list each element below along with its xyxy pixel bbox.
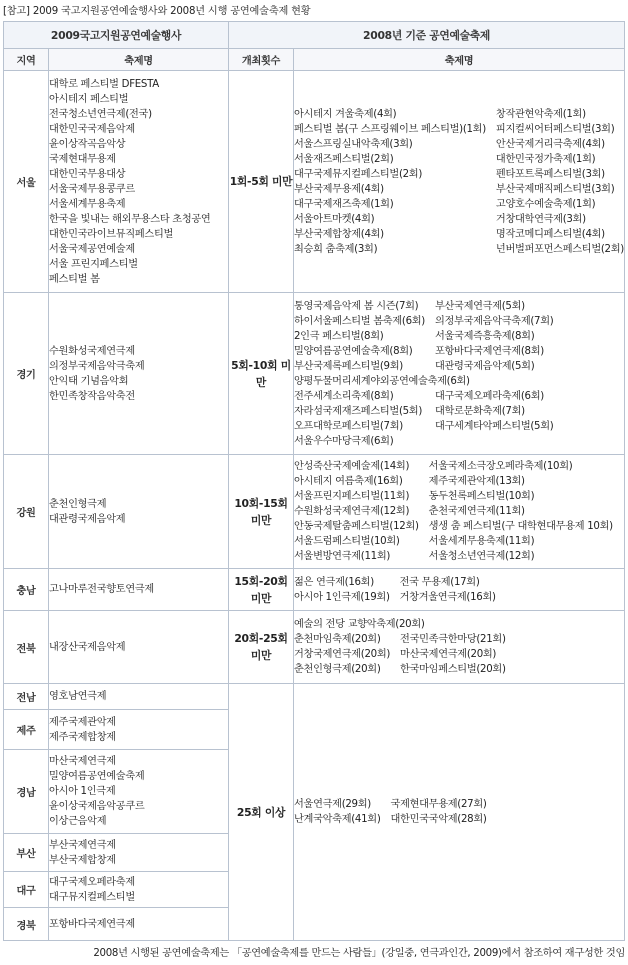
festival-entry: 하이서울페스티벌 봄축제(6회) bbox=[294, 315, 425, 327]
festival-entry: 예술의 전당 교향악축제(20회) bbox=[294, 619, 425, 630]
festival-row bbox=[294, 167, 624, 182]
right-title: 2008년 기준 공연예술축제 bbox=[229, 22, 625, 49]
festival-entry: 부산국제록페스티벌(9회) bbox=[294, 360, 403, 372]
festival-entry: 서울세계무용축제(11회) bbox=[428, 536, 535, 547]
festival-entry: 서울아트마켓(4회) bbox=[294, 213, 375, 225]
col-count-header: 개최횟수 bbox=[229, 49, 294, 71]
festival-entry: 아시테지 겨울축제(4회) bbox=[294, 108, 397, 120]
festival-row bbox=[294, 474, 613, 489]
festival-entry: 대구국제뮤지컬페스티벌(2회) bbox=[294, 168, 423, 180]
row-gangwon bbox=[4, 455, 625, 569]
festival-table bbox=[3, 21, 625, 941]
festival-list bbox=[294, 569, 625, 611]
festival-entry: 대구국제재즈축제(1회) bbox=[294, 198, 394, 210]
festival-name: 한민족창작음악축전 bbox=[49, 390, 135, 402]
festival-name: 대한민국무용대상 bbox=[49, 168, 126, 180]
festival-entry: 대구국제오페라축제(6회) bbox=[434, 390, 544, 402]
festival-row bbox=[294, 374, 553, 389]
festival-entry: 젊은 연극제(16회) bbox=[294, 576, 374, 588]
festival-entry: 서울청소년연극제(12회) bbox=[428, 551, 535, 562]
region-name: 부산 bbox=[4, 834, 49, 872]
festival-entry: 대한민국국악제(28회) bbox=[390, 814, 487, 825]
festival-row bbox=[294, 242, 624, 257]
festival-name: 대한민국국제음악제 bbox=[49, 123, 135, 135]
festival-entry: 수원화성국제연극제(12회) bbox=[294, 506, 410, 517]
festival-row bbox=[294, 434, 553, 449]
festival-name: 내장산국제음악제 bbox=[49, 641, 126, 653]
festival-entry: 펜타포트록페스티벌(3회) bbox=[495, 168, 605, 180]
festival-entry: 전국 무용제(17회) bbox=[399, 576, 480, 588]
festival-entry: 오프대학로페스티벌(7회) bbox=[294, 420, 403, 432]
count-range: 20회-25회 미만 bbox=[229, 611, 294, 684]
festival-name: 포항바다국제연극제 bbox=[49, 918, 135, 930]
region-name: 전북 bbox=[4, 611, 49, 684]
festival-row bbox=[294, 419, 553, 434]
festival-row bbox=[294, 617, 506, 632]
festival-name: 부산국제합창제 bbox=[49, 854, 116, 866]
festival-row bbox=[294, 662, 506, 677]
festival-row bbox=[294, 344, 553, 359]
festival-entry: 마산국제연극제(20회) bbox=[400, 649, 497, 660]
festival-entry: 서울연극제(29회) bbox=[294, 799, 371, 810]
festival-name: 서울세계무용축제 bbox=[49, 198, 126, 210]
festival-name: 부산국제연극제 bbox=[49, 839, 116, 851]
festival-entry: 안산국제거리극축제(4회) bbox=[495, 138, 605, 150]
region-list bbox=[49, 834, 229, 872]
festival-entry: 안성죽산국제예술제(14회) bbox=[294, 461, 410, 472]
festival-row bbox=[294, 519, 613, 534]
festival-entry: 명작코메디페스티벌(4회) bbox=[495, 228, 605, 240]
festival-entry: 국제현대무용제(27회) bbox=[390, 799, 487, 810]
row-jeonbuk bbox=[4, 611, 625, 684]
festival-row bbox=[294, 107, 624, 122]
festival-grid bbox=[294, 459, 613, 564]
festival-row bbox=[294, 590, 496, 605]
region-name: 경기 bbox=[4, 293, 49, 455]
festival-row bbox=[294, 152, 624, 167]
region-list bbox=[49, 71, 229, 293]
festival-name: 서울 프린지페스티벌 bbox=[49, 258, 138, 270]
festival-entry: 양평두물머리세계야외공연예술축제(6회) bbox=[294, 375, 470, 387]
festival-list bbox=[294, 684, 625, 941]
region-list bbox=[49, 872, 229, 908]
festival-row bbox=[294, 314, 553, 329]
festival-entry: 서울드럼페스티벌(10회) bbox=[294, 536, 400, 547]
festival-entry: 거창대학연극제(3회) bbox=[495, 213, 586, 225]
region-name: 서울 bbox=[4, 71, 49, 293]
festival-entry: 부산국제매직페스티벌(3회) bbox=[495, 183, 615, 195]
count-range: 5회-10회 미만 bbox=[229, 293, 294, 455]
festival-entry: 포항바다국제연극제(8회) bbox=[434, 345, 544, 357]
festival-entry: 부산국제무용제(4회) bbox=[294, 183, 384, 195]
festival-grid bbox=[294, 299, 553, 449]
festival-grid bbox=[294, 575, 496, 605]
count-range: 25회 이상 bbox=[229, 684, 294, 941]
festival-row bbox=[294, 797, 487, 812]
festival-entry: 피지컬씨어터페스티벌(3회) bbox=[495, 123, 615, 135]
festival-grid bbox=[294, 797, 487, 827]
festival-name: 국제현대무용제 bbox=[49, 153, 116, 165]
festival-name: 수원화성국제연극제 bbox=[49, 345, 135, 357]
festival-entry: 통영국제음악제 봄 시즌(7회) bbox=[294, 300, 419, 312]
festival-list bbox=[294, 455, 625, 569]
festival-list bbox=[294, 611, 625, 684]
row-chungnam bbox=[4, 569, 625, 611]
region-list bbox=[49, 908, 229, 941]
row-gyeonggi bbox=[4, 293, 625, 455]
festival-grid bbox=[294, 107, 624, 257]
region-name: 충남 bbox=[4, 569, 49, 611]
festival-entry: 대학로문화축제(7회) bbox=[434, 405, 525, 417]
festival-row bbox=[294, 137, 624, 152]
festival-name: 춘천인형극제 bbox=[49, 498, 107, 510]
col-fest2-header: 축제명 bbox=[294, 49, 625, 71]
festival-row bbox=[294, 632, 506, 647]
festival-entry: 제주국제관악제(13회) bbox=[428, 476, 525, 487]
region-list bbox=[49, 750, 229, 834]
festival-entry: 밀양여름공연예술축제(8회) bbox=[294, 345, 413, 357]
festival-entry: 대관령국제음악제(5회) bbox=[434, 360, 535, 372]
festival-entry: 고양호수예술축제(1회) bbox=[495, 198, 596, 210]
festival-name: 아시아 1인극제 bbox=[49, 786, 116, 797]
festival-row bbox=[294, 489, 613, 504]
festival-list bbox=[294, 293, 625, 455]
row-jeonnam bbox=[4, 684, 625, 710]
festival-entry: 전국민족극한마당(21회) bbox=[400, 634, 506, 645]
festival-entry: 서울재즈페스티벌(2회) bbox=[294, 153, 394, 165]
festival-entry: 의정부국제음악극축제(7회) bbox=[434, 315, 554, 327]
festival-entry: 춘천인형극제(20회) bbox=[294, 664, 381, 675]
festival-name: 제주국제합창제 bbox=[49, 731, 116, 743]
region-name: 전남 bbox=[4, 684, 49, 710]
festival-entry: 서울국제즉흥축제(8회) bbox=[434, 330, 535, 342]
festival-row bbox=[294, 329, 553, 344]
festival-row bbox=[294, 504, 613, 519]
festival-entry: 춘천국제연극제(11회) bbox=[428, 506, 525, 517]
region-list bbox=[49, 710, 229, 750]
festival-name: 영호남연극제 bbox=[49, 691, 107, 702]
region-name: 제주 bbox=[4, 710, 49, 750]
festival-entry: 대구세계타악페스티벌(5회) bbox=[434, 420, 554, 432]
region-list bbox=[49, 293, 229, 455]
festival-row bbox=[294, 404, 553, 419]
festival-name: 윤이상국제음악공쿠르 bbox=[49, 801, 145, 812]
row-seoul bbox=[4, 71, 625, 293]
festival-row bbox=[294, 299, 553, 314]
left-title: 2009국고지원공연예술행사 bbox=[4, 22, 229, 49]
festival-name: 안익태 기념음악회 bbox=[49, 375, 129, 387]
region-list bbox=[49, 684, 229, 710]
festival-entry: 서울변방연극제(11회) bbox=[294, 551, 391, 562]
festival-name: 서울국제공연예술제 bbox=[49, 243, 135, 255]
source-note: 2008년 시행된 공연예술축제는 「공연예술축제를 만드는 사람들」(강일중, 연극과인간, 2009)에서 참조하여 재구성한 것임 bbox=[93, 948, 625, 959]
caption: [참고] 2009 국고지원공연예술행사와 2008년 시행 공연예술축제 현황 bbox=[3, 6, 311, 17]
festival-entry: 창작관현악축제(1회) bbox=[495, 108, 586, 120]
region-list bbox=[49, 569, 229, 611]
festival-row bbox=[294, 182, 624, 197]
count-range: 15회-20회 미만 bbox=[229, 569, 294, 611]
festival-entry: 서울우수마당극제(6회) bbox=[294, 435, 394, 447]
festival-entry: 넌버벌퍼포먼스페스티벌(2회) bbox=[495, 243, 624, 255]
festival-row bbox=[294, 549, 613, 564]
col-fest-header: 축제명 bbox=[49, 49, 229, 71]
festival-name: 고나마루전국향토연극제 bbox=[49, 584, 154, 595]
festival-name: 의정부국제음악극축제 bbox=[49, 360, 145, 372]
festival-name: 윤이상작곡음악상 bbox=[49, 138, 126, 150]
festival-grid bbox=[294, 617, 506, 677]
festival-entry: 거창국제연극제(20회) bbox=[294, 649, 391, 660]
festival-row bbox=[294, 227, 624, 242]
col-region-header: 지역 bbox=[4, 49, 49, 71]
festival-row bbox=[294, 812, 487, 827]
festival-entry: 서울스프링실내악축제(3회) bbox=[294, 138, 413, 150]
festival-entry: 대한민국정가축제(1회) bbox=[495, 153, 596, 165]
festival-row bbox=[294, 459, 613, 474]
festival-entry: 거창겨울연극제(16회) bbox=[399, 591, 496, 603]
festival-name: 밀양여름공연예술축제 bbox=[49, 771, 145, 782]
festival-entry: 서울프린지페스티벌(11회) bbox=[294, 491, 410, 502]
festival-name: 제주국제관악제 bbox=[49, 716, 116, 728]
festival-list bbox=[294, 71, 625, 293]
festival-row bbox=[294, 197, 624, 212]
festival-entry: 안동국제탈춤페스티벌(12회) bbox=[294, 521, 419, 532]
festival-name: 대구국제오페라축제 bbox=[49, 876, 135, 888]
region-name: 강원 bbox=[4, 455, 49, 569]
festival-row bbox=[294, 647, 506, 662]
festival-entry: 아시아 1인극제(19회) bbox=[294, 591, 390, 603]
festival-row bbox=[294, 534, 613, 549]
festival-entry: 2인극 페스티벌(8회) bbox=[294, 330, 384, 342]
festival-entry: 한국마임페스티벌(20회) bbox=[400, 664, 506, 675]
festival-name: 아시테지 페스티벌 bbox=[49, 93, 129, 105]
festival-row bbox=[294, 389, 553, 404]
festival-name: 대한민국라이브뮤직페스티벌 bbox=[49, 228, 174, 240]
festival-entry: 부산국제연극제(5회) bbox=[434, 300, 525, 312]
region-list bbox=[49, 611, 229, 684]
festival-row bbox=[294, 575, 496, 590]
festival-name: 페스티벌 봄 bbox=[49, 273, 100, 285]
region-name: 경북 bbox=[4, 908, 49, 941]
festival-name: 마산국제연극제 bbox=[49, 756, 116, 767]
festival-entry: 부산국제합창제(4회) bbox=[294, 228, 384, 240]
festival-entry: 페스티벌 봄(구 스프링웨이브 페스티벌)(1회) bbox=[294, 123, 486, 135]
festival-entry: 난계국악축제(41회) bbox=[294, 814, 381, 825]
festival-name: 전국청소년연극제(전국) bbox=[49, 108, 152, 120]
count-range: 1회-5회 미만 bbox=[229, 71, 294, 293]
festival-name: 서울국제무용콩쿠르 bbox=[49, 183, 135, 195]
region-name: 경남 bbox=[4, 750, 49, 834]
festival-name: 대학로 페스티벌 DFESTA bbox=[49, 78, 159, 90]
count-range: 10회-15회 미만 bbox=[229, 455, 294, 569]
festival-entry: 전주세계소리축제(8회) bbox=[294, 390, 394, 402]
festival-row bbox=[294, 122, 624, 137]
festival-entry: 자라섬국제재즈페스티벌(5회) bbox=[294, 405, 423, 417]
festival-entry: 최승희 춤축제(3회) bbox=[294, 243, 378, 255]
festival-name: 이상근음악제 bbox=[49, 816, 107, 827]
festival-entry: 생생 춤 페스티벌(구 대학현대무용제 10회) bbox=[428, 521, 613, 532]
festival-row bbox=[294, 212, 624, 227]
festival-entry: 동두천록페스티벌(10회) bbox=[428, 491, 535, 502]
region-name: 대구 bbox=[4, 872, 49, 908]
festival-name: 대관령국제음악제 bbox=[49, 513, 126, 525]
festival-row bbox=[294, 359, 553, 374]
region-list bbox=[49, 455, 229, 569]
festival-entry: 아시테지 여름축제(16회) bbox=[294, 476, 403, 487]
festival-name: 대구뮤지컬페스티벌 bbox=[49, 891, 135, 903]
festival-entry: 춘천마임축제(20회) bbox=[294, 634, 381, 645]
festival-name: 한국을 빛내는 해외무용스타 초청공연 bbox=[49, 213, 211, 225]
festival-entry: 서울국제소극장오페라축제(10회) bbox=[428, 461, 573, 472]
